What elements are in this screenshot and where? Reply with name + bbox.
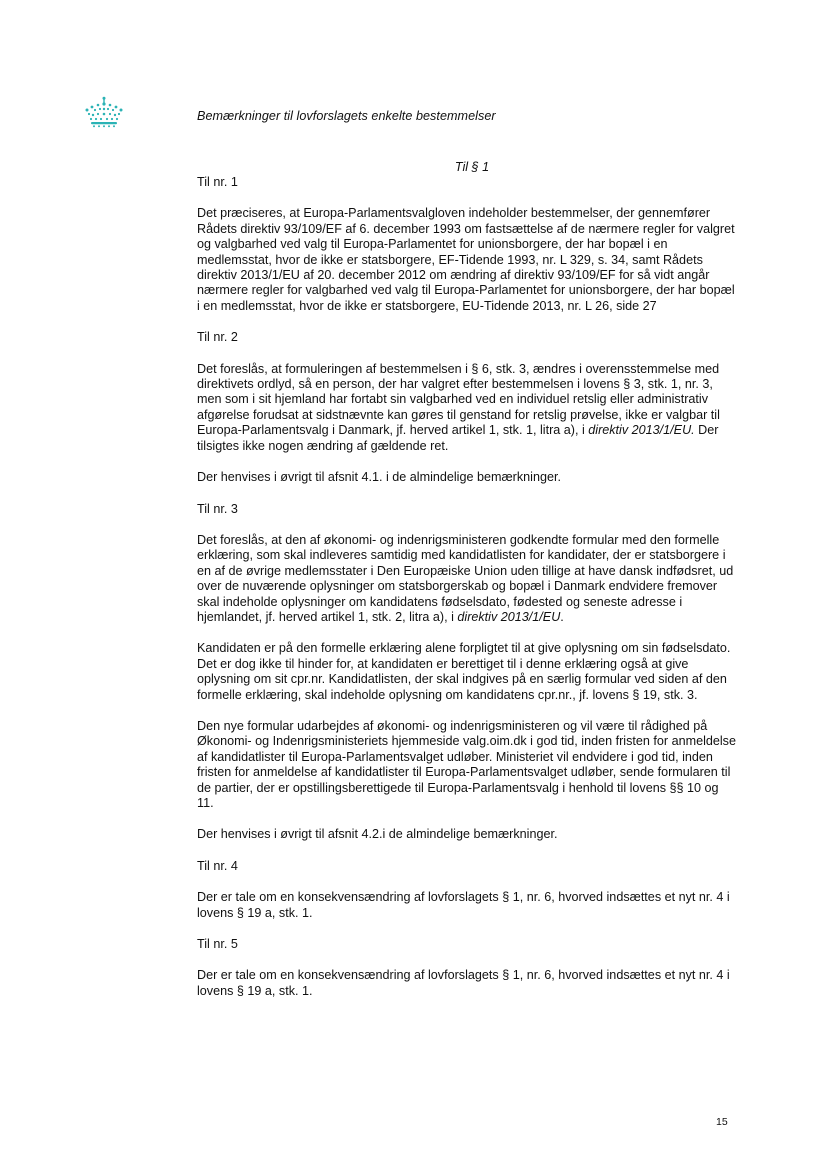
paragraph: Kandidaten er på den formelle erklæring alene forpligtet til at give oplysning om sin fødselsdato. Det er dog ikke til hinder for, at kandidaten er berettiget til i denne erklæring også at give oplysning om sit cpr.nr. Kandidatlisten, der skal indgives på en særlig formular ved siden af den formelle erklæring, skal indeholde oplysning om kandidatens cpr.nr., jf. lovens § 19, stk. 3. <box>197 641 731 702</box>
paragraph: Den nye formular udarbejdes af økonomi- og indenrigsministeren og vil være til rådighed på Økonomi- og Indenrigsministeriets hjemmeside valg.oim.dk i god tid, inden fristen for anmeldelse af kandidatlister til Europa-Parlamentsvalget udløber. Ministeriet vil endvidere i god tid, inden fristen for anmeldelse af kandidatlister til Europa-Parlamentsvalget udløber, sende formularen til de partier, der er opstillingsberettigede til Europa-Parlamentsvalg i henhold til lovens §§ 10 og 11. <box>197 718 736 810</box>
directive-reference: direktiv 2013/1/EU. <box>588 423 695 438</box>
section-label-nr1: Til nr. 1 <box>197 175 238 189</box>
section-label-nr5: Til nr. 5 <box>197 937 238 952</box>
section-label-nr4: Til nr. 4 <box>197 858 238 873</box>
paragraph: Der er tale om en konsekvensændring af lovforslagets § 1, nr. 6, hvorved indsættes et nyt nr. 4 i lovens § 19 a, stk. 1. <box>197 890 730 920</box>
paragraph: Der er tale om en konsekvensændring af lovforslagets § 1, nr. 6, hvorved indsættes et nyt nr. 4 i lovens § 19 a, stk. 1. <box>197 968 730 998</box>
paragraph-text: Det foreslås, at den af økonomi- og indenrigsministeren godkendte formular med den formelle erklæring, som skal indleveres samtidig med kandidatlisten for kandidater, der er statsborgere i en af de øvrige medlemsstater i Den Europæiske Union uden tillige at have dansk indfødsret, ud over de nuværende oplysninger om statsborgerskab og bopæl i Danmark endvidere fremover skal indeholde oplysninger om kandidatens fødselsdato, fødested og seneste adresse i hjemlandet, jf. herved artikel 1, stk. 2, litra a), i <box>197 532 734 624</box>
paragraph-text: Det foreslås, at formuleringen af bestemmelsen i § 6, stk. 3, ændres i overensstemmelse med direktivets ordlyd, så en person, der har valgret efter bestemmelsen i lovens § 3, stk. 1, nr. 3, men som i sit hjemland har fortabt sin valgbarhed ved en individuel retslig eller administrativ afgørelse forudsat at sidstnævnte kan gøres til genstand for retslig prøvelse, ikke er valgbar til Europa-Parlamentsvalg i Danmark, jf. herved artikel 1, stk. 1, litra a), i <box>197 361 720 438</box>
paragraph <box>197 362 737 454</box>
paragraph: Der henvises i øvrigt til afsnit 4.2.i de almindelige bemærkninger. <box>197 827 558 842</box>
section-label-nr3: Til nr. 3 <box>197 501 238 516</box>
section-label-nr2: Til nr. 2 <box>197 330 238 345</box>
paragraph-title: Til § 1 <box>454 160 490 174</box>
paragraph-text: . <box>560 609 564 624</box>
document-body <box>197 160 737 1015</box>
paragraph-text: Der tilsigtes ikke nogen ændring af gældende ret. <box>197 423 719 453</box>
directive-reference: direktiv 2013/1/EU <box>457 609 561 624</box>
section-heading: Bemærkninger til lovforslagets enkelte bestemmelser <box>197 109 496 123</box>
crown-icon <box>84 96 124 128</box>
paragraph <box>197 533 737 625</box>
page-number: 15 <box>716 1116 728 1128</box>
paragraph: Der henvises i øvrigt til afsnit 4.1. i de almindelige bemærkninger. <box>197 470 561 485</box>
paragraph: Det præciseres, at Europa-Parlamentsvalgloven indeholder bestemmelser, der gennemfører Rådets direktiv 93/109/EF af 6. december 1993 om fastsættelse af de nærmere regler for valgret og valgbarhed ved valg til Europa-Parlamentet for unionsborgere, der har bopæl i en medlemsstat, hvor de ikke er statsborgere, EF-Tidende 1993, nr. L 329, s. 34, samt Rådets direktiv 2013/1/EU af 20. december 2012 om ændring af direktiv 93/109/EF for så vidt angår nærmere regler for valgbarhed ved valg til Europa-Parlamentet for unionsborgere, der har bopæl i en medlemsstat, hvor de ikke er statsborgere, EU-Tidende 2013, nr. L 26, side 27 <box>197 206 735 313</box>
